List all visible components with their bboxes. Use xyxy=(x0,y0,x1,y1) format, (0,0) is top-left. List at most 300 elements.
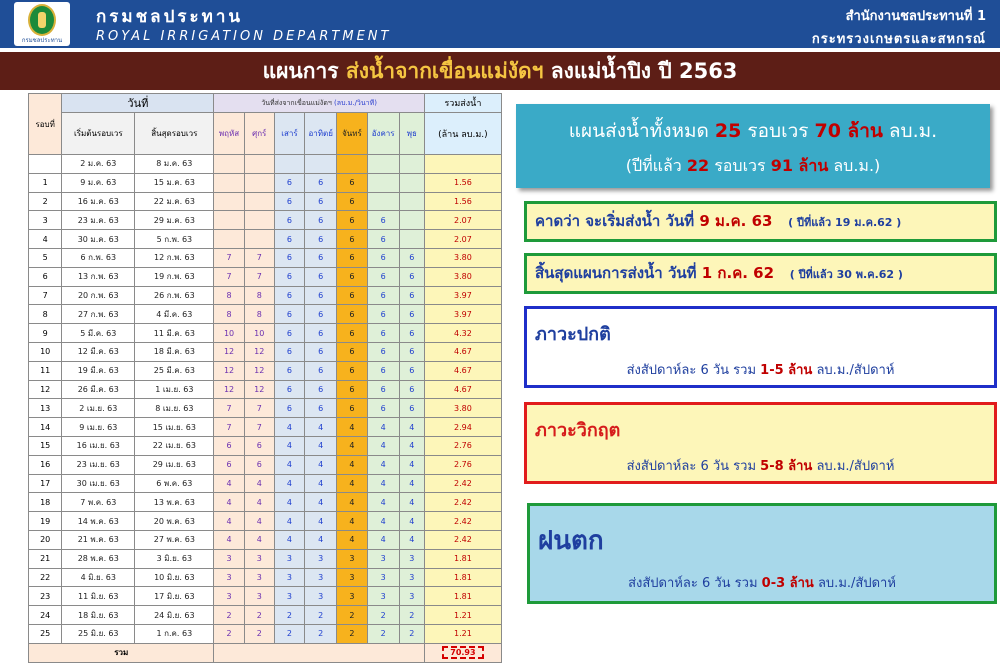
cell-day-rate xyxy=(214,211,244,230)
cell-day-rate: 4 xyxy=(337,493,367,512)
cell-total: 2.42 xyxy=(424,474,501,493)
cell-day-rate: 4 xyxy=(399,418,424,437)
cell-day-rate: 4 xyxy=(244,530,274,549)
cell-day-rate: 4 xyxy=(305,474,337,493)
cell-total: 3.97 xyxy=(424,286,501,305)
cell-day-rate: 4 xyxy=(399,493,424,512)
cell-day-rate: 2 xyxy=(305,624,337,643)
cell-day-rate xyxy=(244,230,274,249)
cell-day-rate: 4 xyxy=(367,455,399,474)
cell-start-date: 30 ม.ค. 63 xyxy=(62,230,135,249)
cell-day-rate: 4 xyxy=(367,418,399,437)
cell-day-rate: 6 xyxy=(337,211,367,230)
cell-day-rate: 4 xyxy=(274,418,304,437)
cell-start-date: 27 ก.พ. 63 xyxy=(62,305,135,324)
cell-day-rate xyxy=(399,155,424,174)
cell-day-rate: 4 xyxy=(337,512,367,531)
cell-end-date: 15 เม.ย. 63 xyxy=(135,418,214,437)
cell-day-rate: 6 xyxy=(305,305,337,324)
cell-day-rate: 4 xyxy=(274,455,304,474)
header-days: วันที่ส่งจากเขื่อนแม่งัดฯ (ลบ.ม./วินาที) xyxy=(214,94,424,113)
cell-start-date: 11 มิ.ย. 63 xyxy=(62,587,135,606)
cell-end-date: 11 มี.ค. 63 xyxy=(135,324,214,343)
org-name-english: ROYAL IRRIGATION DEPARTMENT xyxy=(96,29,392,44)
cell-day-rate: 6 xyxy=(337,192,367,211)
cell-day-rate: 4 xyxy=(399,474,424,493)
cell-day-rate: 6 xyxy=(399,361,424,380)
cell-day-rate: 12 xyxy=(214,380,244,399)
cell-day-rate xyxy=(214,230,244,249)
cell-day-rate: 2 xyxy=(305,606,337,625)
cell-day-rate: 4 xyxy=(367,512,399,531)
cell-day-rate: 3 xyxy=(214,587,244,606)
cell-round: 2 xyxy=(29,192,62,211)
cell-day-rate: 4 xyxy=(274,493,304,512)
cell-day-rate: 7 xyxy=(214,267,244,286)
cell-start-date: 23 ม.ค. 63 xyxy=(62,211,135,230)
cell-day-rate: 6 xyxy=(399,248,424,267)
cell-end-date: 15 ม.ค. 63 xyxy=(135,173,214,192)
table-row xyxy=(29,286,502,305)
cell-round: 7 xyxy=(29,286,62,305)
rid-seal-icon xyxy=(28,4,56,36)
cell-end-date: 22 ม.ค. 63 xyxy=(135,192,214,211)
cell-round: 6 xyxy=(29,267,62,286)
table-row xyxy=(29,624,502,643)
table-row xyxy=(29,267,502,286)
cell-start-date: 2 เม.ย. 63 xyxy=(62,399,135,418)
cell-day-rate: 2 xyxy=(214,606,244,625)
cell-start-date: 9 เม.ย. 63 xyxy=(62,418,135,437)
table-row xyxy=(29,418,502,437)
cell-day-rate: 6 xyxy=(274,230,304,249)
cell-day-rate: 6 xyxy=(305,211,337,230)
table-row xyxy=(29,342,502,361)
cell-day-rate: 8 xyxy=(244,305,274,324)
header-round: รอบที่ xyxy=(29,94,62,155)
cell-day-rate: 6 xyxy=(337,324,367,343)
cell-day-rate: 6 xyxy=(337,230,367,249)
cell-start-date: 9 ม.ค. 63 xyxy=(62,173,135,192)
header-day-sun: อาทิตย์ xyxy=(305,113,337,155)
cell-round: 3 xyxy=(29,211,62,230)
cell-day-rate: 12 xyxy=(244,361,274,380)
cell-day-rate: 4 xyxy=(399,512,424,531)
cell-day-rate xyxy=(367,155,399,174)
cell-day-rate: 6 xyxy=(367,211,399,230)
cell-day-rate: 4 xyxy=(399,436,424,455)
cell-day-rate: 2 xyxy=(337,624,367,643)
cell-day-rate xyxy=(305,155,337,174)
cell-day-rate: 6 xyxy=(274,211,304,230)
cell-day-rate: 4 xyxy=(244,493,274,512)
cell-day-rate: 6 xyxy=(337,286,367,305)
cell-day-rate: 4 xyxy=(274,512,304,531)
cell-day-rate: 6 xyxy=(305,248,337,267)
cell-day-rate: 6 xyxy=(305,361,337,380)
cell-day-rate: 6 xyxy=(305,380,337,399)
cell-day-rate: 3 xyxy=(244,568,274,587)
end-date-panel: สิ้นสุดแผนการส่งน้ำ วันที่ 1 ก.ค. 62 ( ปีที่แล้ว 30 พ.ค.62 ) xyxy=(524,253,997,294)
cell-total: 2.76 xyxy=(424,436,501,455)
cell-round: 11 xyxy=(29,361,62,380)
cell-day-rate: 6 xyxy=(305,173,337,192)
cell-round: 19 xyxy=(29,512,62,531)
cell-round: 15 xyxy=(29,436,62,455)
cell-day-rate: 3 xyxy=(367,568,399,587)
cell-round: 12 xyxy=(29,380,62,399)
cell-day-rate: 6 xyxy=(244,455,274,474)
cell-day-rate: 3 xyxy=(305,587,337,606)
cell-day-rate: 10 xyxy=(244,324,274,343)
footer-total: 70.93 xyxy=(442,646,483,659)
cell-day-rate: 3 xyxy=(399,587,424,606)
cell-day-rate: 8 xyxy=(214,305,244,324)
cell-day-rate: 12 xyxy=(244,342,274,361)
header-start: เริ่มต้นรอบเวร xyxy=(62,113,135,155)
header-day-fri: ศุกร์ xyxy=(244,113,274,155)
cell-day-rate: 6 xyxy=(367,248,399,267)
cell-start-date: 16 เม.ย. 63 xyxy=(62,436,135,455)
cell-day-rate: 4 xyxy=(214,530,244,549)
header-total-unit: (ล้าน ลบ.ม.) xyxy=(424,113,501,155)
cell-day-rate: 6 xyxy=(214,455,244,474)
cell-day-rate: 7 xyxy=(244,418,274,437)
table-row xyxy=(29,568,502,587)
cell-day-rate: 2 xyxy=(244,606,274,625)
cell-day-rate: 3 xyxy=(244,587,274,606)
cell-day-rate: 6 xyxy=(367,399,399,418)
cell-total: 2.42 xyxy=(424,493,501,512)
cell-day-rate: 6 xyxy=(274,380,304,399)
cell-end-date: 3 มิ.ย. 63 xyxy=(135,549,214,568)
header-day-sat: เสาร์ xyxy=(274,113,304,155)
table-row xyxy=(29,192,502,211)
cell-day-rate: 6 xyxy=(367,286,399,305)
cell-start-date: 7 พ.ค. 63 xyxy=(62,493,135,512)
cell-start-date: 4 มิ.ย. 63 xyxy=(62,568,135,587)
cell-start-date: 25 มิ.ย. 63 xyxy=(62,624,135,643)
cell-day-rate: 6 xyxy=(399,324,424,343)
cell-day-rate: 2 xyxy=(399,606,424,625)
cell-day-rate: 6 xyxy=(367,380,399,399)
cell-day-rate: 4 xyxy=(399,530,424,549)
header-date: วันที่ xyxy=(62,94,214,113)
table-row xyxy=(29,155,502,174)
cell-round: 25 xyxy=(29,624,62,643)
cell-day-rate: 6 xyxy=(337,267,367,286)
cell-day-rate: 7 xyxy=(244,267,274,286)
cell-end-date: 26 ก.พ. 63 xyxy=(135,286,214,305)
cell-day-rate: 7 xyxy=(214,399,244,418)
cell-day-rate: 4 xyxy=(337,455,367,474)
cell-day-rate xyxy=(399,173,424,192)
cell-total: 3.97 xyxy=(424,305,501,324)
table-row xyxy=(29,399,502,418)
cell-day-rate xyxy=(367,192,399,211)
table-row xyxy=(29,305,502,324)
table-footer xyxy=(29,643,502,662)
cell-day-rate: 4 xyxy=(367,474,399,493)
cell-day-rate: 12 xyxy=(214,361,244,380)
cell-day-rate: 3 xyxy=(274,549,304,568)
cell-day-rate: 6 xyxy=(399,342,424,361)
cell-day-rate: 6 xyxy=(274,361,304,380)
cell-day-rate: 6 xyxy=(305,192,337,211)
cell-day-rate: 7 xyxy=(244,248,274,267)
cell-day-rate: 2 xyxy=(367,624,399,643)
cell-start-date: 6 ก.พ. 63 xyxy=(62,248,135,267)
cell-total: 1.81 xyxy=(424,549,501,568)
cell-day-rate xyxy=(244,211,274,230)
header-day-wed: พุธ xyxy=(399,113,424,155)
cell-round: 20 xyxy=(29,530,62,549)
cell-day-rate: 4 xyxy=(244,474,274,493)
cell-day-rate: 7 xyxy=(244,399,274,418)
cell-day-rate: 3 xyxy=(399,568,424,587)
cell-day-rate: 6 xyxy=(214,436,244,455)
cell-day-rate: 6 xyxy=(305,324,337,343)
cell-end-date: 24 มิ.ย. 63 xyxy=(135,606,214,625)
cell-day-rate: 6 xyxy=(337,380,367,399)
table-row xyxy=(29,173,502,192)
cell-total: 1.21 xyxy=(424,624,501,643)
table-row xyxy=(29,248,502,267)
cell-day-rate: 4 xyxy=(337,530,367,549)
cell-day-rate: 3 xyxy=(305,568,337,587)
cell-start-date: 13 ก.พ. 63 xyxy=(62,267,135,286)
cell-day-rate: 2 xyxy=(337,606,367,625)
cell-day-rate: 6 xyxy=(367,361,399,380)
cell-start-date: 21 พ.ค. 63 xyxy=(62,530,135,549)
cell-day-rate: 10 xyxy=(214,324,244,343)
cell-day-rate: 4 xyxy=(367,530,399,549)
cell-round: 18 xyxy=(29,493,62,512)
cell-day-rate xyxy=(274,155,304,174)
cell-total: 2.42 xyxy=(424,530,501,549)
table-row xyxy=(29,455,502,474)
cell-day-rate: 4 xyxy=(337,418,367,437)
cell-day-rate: 12 xyxy=(244,380,274,399)
cell-day-rate: 4 xyxy=(274,530,304,549)
cell-start-date: 28 พ.ค. 63 xyxy=(62,549,135,568)
normal-condition-panel: ภาวะปกติ ส่งสัปดาห์ละ 6 วัน รวม 1-5 ล้าน ลบ.ม./สัปดาห์ xyxy=(524,306,997,388)
cell-day-rate: 4 xyxy=(305,493,337,512)
cell-total: 2.07 xyxy=(424,230,501,249)
cell-day-rate: 3 xyxy=(214,549,244,568)
cell-day-rate: 3 xyxy=(305,549,337,568)
office-name: สำนักงานชลประทานที่ 1 xyxy=(845,9,986,24)
cell-round: 14 xyxy=(29,418,62,437)
table-row xyxy=(29,324,502,343)
cell-start-date: 16 ม.ค. 63 xyxy=(62,192,135,211)
cell-day-rate xyxy=(399,211,424,230)
cell-round: 24 xyxy=(29,606,62,625)
rain-condition-panel: ฝนตก ส่งสัปดาห์ละ 6 วัน รวม 0-3 ล้าน ลบ.ม./สัปดาห์ xyxy=(527,503,997,604)
cell-day-rate: 4 xyxy=(337,474,367,493)
cell-day-rate xyxy=(399,230,424,249)
table-row xyxy=(29,474,502,493)
cell-day-rate: 3 xyxy=(274,587,304,606)
cell-start-date: 12 มี.ค. 63 xyxy=(62,342,135,361)
crisis-condition-panel: ภาวะวิกฤต ส่งสัปดาห์ละ 6 วัน รวม 5-8 ล้าน ลบ.ม./สัปดาห์ xyxy=(524,402,997,484)
page-header xyxy=(0,0,1000,48)
cell-start-date: 18 มิ.ย. 63 xyxy=(62,606,135,625)
cell-day-rate: 6 xyxy=(367,342,399,361)
cell-end-date: 18 มี.ค. 63 xyxy=(135,342,214,361)
cell-total: 1.21 xyxy=(424,606,501,625)
rid-logo xyxy=(14,2,70,46)
cell-total: 4.67 xyxy=(424,361,501,380)
cell-day-rate: 4 xyxy=(305,455,337,474)
cell-end-date: 12 ก.พ. 63 xyxy=(135,248,214,267)
cell-end-date: 27 พ.ค. 63 xyxy=(135,530,214,549)
cell-end-date: 17 มิ.ย. 63 xyxy=(135,587,214,606)
cell-start-date: 2 ม.ค. 63 xyxy=(62,155,135,174)
cell-day-rate: 4 xyxy=(214,512,244,531)
org-name-thai: กรมชลประทาน xyxy=(96,7,244,27)
cell-day-rate: 6 xyxy=(367,267,399,286)
cell-round: 23 xyxy=(29,587,62,606)
cell-end-date: 29 เม.ย. 63 xyxy=(135,455,214,474)
cell-day-rate: 7 xyxy=(214,418,244,437)
cell-day-rate xyxy=(244,173,274,192)
cell-day-rate: 4 xyxy=(367,493,399,512)
cell-end-date: 29 ม.ค. 63 xyxy=(135,211,214,230)
cell-day-rate: 6 xyxy=(399,399,424,418)
cell-end-date: 5 ก.พ. 63 xyxy=(135,230,214,249)
table-row xyxy=(29,361,502,380)
cell-total: 2.07 xyxy=(424,211,501,230)
cell-round: 17 xyxy=(29,474,62,493)
cell-day-rate: 4 xyxy=(305,436,337,455)
cell-total: 2.42 xyxy=(424,512,501,531)
cell-day-rate xyxy=(367,173,399,192)
table-row xyxy=(29,211,502,230)
cell-total: 2.94 xyxy=(424,418,501,437)
cell-start-date: 26 มี.ค. 63 xyxy=(62,380,135,399)
cell-day-rate: 4 xyxy=(337,436,367,455)
cell-round: 13 xyxy=(29,399,62,418)
cell-round: 8 xyxy=(29,305,62,324)
cell-total: 3.80 xyxy=(424,267,501,286)
cell-round: 1 xyxy=(29,173,62,192)
cell-day-rate: 6 xyxy=(399,267,424,286)
cell-day-rate xyxy=(214,155,244,174)
cell-day-rate xyxy=(244,155,274,174)
cell-day-rate: 6 xyxy=(305,286,337,305)
cell-round: 21 xyxy=(29,549,62,568)
cell-day-rate: 6 xyxy=(274,324,304,343)
cell-day-rate: 3 xyxy=(367,549,399,568)
cell-day-rate: 2 xyxy=(274,624,304,643)
cell-day-rate: 7 xyxy=(214,248,244,267)
cell-day-rate: 6 xyxy=(367,230,399,249)
cell-total: 2.76 xyxy=(424,455,501,474)
cell-day-rate xyxy=(399,192,424,211)
cell-day-rate: 3 xyxy=(244,549,274,568)
cell-end-date: 19 ก.พ. 63 xyxy=(135,267,214,286)
cell-day-rate: 6 xyxy=(337,399,367,418)
cell-day-rate: 4 xyxy=(305,418,337,437)
title-highlight: ส่งน้ำจากเขื่อนแม่งัดฯ xyxy=(345,59,544,83)
cell-day-rate: 6 xyxy=(274,248,304,267)
rain-title: ฝนตก xyxy=(538,526,604,556)
cell-round: 10 xyxy=(29,342,62,361)
cell-day-rate: 6 xyxy=(244,436,274,455)
header-day-thu: พฤหัส xyxy=(214,113,244,155)
table-row xyxy=(29,530,502,549)
cell-day-rate: 2 xyxy=(399,624,424,643)
title-pre: แผนการ xyxy=(262,59,339,83)
cell-round: 22 xyxy=(29,568,62,587)
footer-label: รวม xyxy=(29,643,214,662)
title-post: ลงแม่น้ำปิง ปี 2563 xyxy=(550,59,738,83)
cell-end-date: 1 ก.ค. 63 xyxy=(135,624,214,643)
cell-total: 4.67 xyxy=(424,380,501,399)
cell-day-rate: 4 xyxy=(214,474,244,493)
cell-day-rate: 3 xyxy=(337,568,367,587)
cell-start-date: 30 เม.ย. 63 xyxy=(62,474,135,493)
cell-day-rate: 6 xyxy=(367,305,399,324)
cell-total: 1.56 xyxy=(424,173,501,192)
cell-day-rate: 6 xyxy=(305,230,337,249)
table-row xyxy=(29,493,502,512)
cell-day-rate: 6 xyxy=(337,342,367,361)
cell-day-rate: 4 xyxy=(399,455,424,474)
cell-end-date: 8 ม.ค. 63 xyxy=(135,155,214,174)
cell-day-rate: 6 xyxy=(274,305,304,324)
cell-day-rate: 6 xyxy=(274,286,304,305)
cell-day-rate: 6 xyxy=(274,267,304,286)
cell-end-date: 20 พ.ค. 63 xyxy=(135,512,214,531)
cell-start-date: 20 ก.พ. 63 xyxy=(62,286,135,305)
cell-day-rate: 6 xyxy=(337,305,367,324)
cell-round: 5 xyxy=(29,248,62,267)
cell-day-rate: 6 xyxy=(337,173,367,192)
table-row xyxy=(29,587,502,606)
cell-day-rate: 4 xyxy=(274,474,304,493)
cell-day-rate: 6 xyxy=(274,173,304,192)
table-row xyxy=(29,380,502,399)
cell-total: 1.81 xyxy=(424,568,501,587)
cell-day-rate: 6 xyxy=(305,342,337,361)
table-row xyxy=(29,230,502,249)
cell-day-rate: 6 xyxy=(337,361,367,380)
cell-day-rate xyxy=(214,173,244,192)
cell-end-date: 6 พ.ค. 63 xyxy=(135,474,214,493)
table-body xyxy=(29,155,502,644)
cell-day-rate: 4 xyxy=(305,512,337,531)
cell-day-rate: 3 xyxy=(337,587,367,606)
cell-day-rate: 2 xyxy=(244,624,274,643)
cell-total: 1.81 xyxy=(424,587,501,606)
cell-day-rate: 4 xyxy=(214,493,244,512)
cell-day-rate: 2 xyxy=(367,606,399,625)
normal-title: ภาวะปกติ xyxy=(535,324,611,345)
cell-end-date: 22 เม.ย. 63 xyxy=(135,436,214,455)
cell-day-rate: 3 xyxy=(274,568,304,587)
cell-day-rate: 6 xyxy=(337,248,367,267)
cell-day-rate: 3 xyxy=(337,549,367,568)
table-row xyxy=(29,436,502,455)
page-title xyxy=(0,52,1000,90)
cell-day-rate: 4 xyxy=(367,436,399,455)
cell-day-rate: 3 xyxy=(399,549,424,568)
ministry-name: กระทรวงเกษตรและสหกรณ์ xyxy=(811,32,986,47)
cell-day-rate: 8 xyxy=(244,286,274,305)
cell-round: 9 xyxy=(29,324,62,343)
